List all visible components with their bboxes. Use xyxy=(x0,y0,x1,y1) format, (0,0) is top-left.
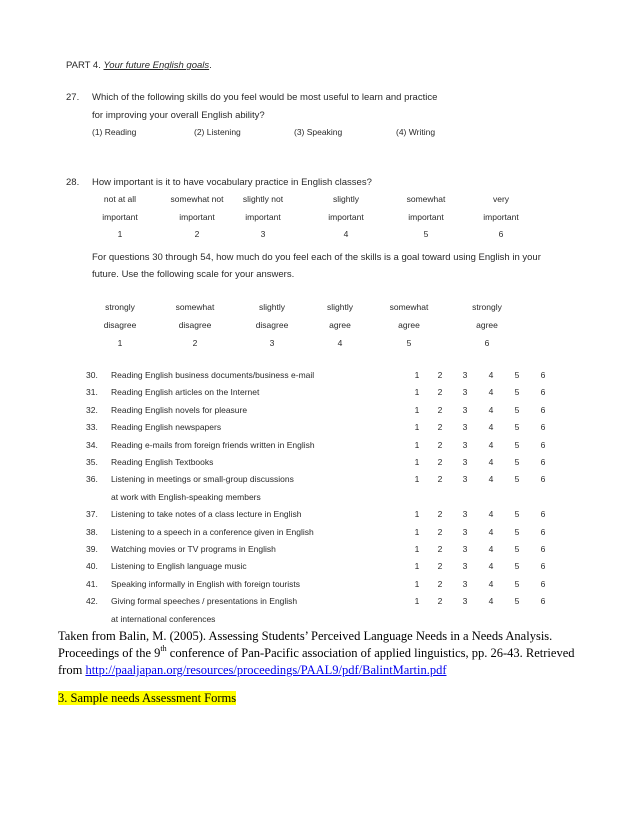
rating-option: 5 xyxy=(514,370,520,380)
item-text: Reading English Textbooks xyxy=(111,457,214,467)
rating-option: 1 xyxy=(414,526,420,537)
item-text: Reading e-mails from foreign friends written in English xyxy=(111,439,315,450)
rating-option: 3 xyxy=(462,509,468,520)
part-label: PART 4. xyxy=(66,60,101,71)
rating-option: 4 xyxy=(488,474,494,485)
rating-option: 5 xyxy=(514,544,520,554)
item-text: Listening in meetings or small-group discussions xyxy=(111,474,294,485)
rating-option: 5 xyxy=(514,596,520,607)
agree-scale-number: 6 xyxy=(484,338,490,348)
rating-option: 6 xyxy=(540,404,546,415)
rating-option: 2 xyxy=(437,526,443,537)
rating-option: 3 xyxy=(462,526,468,537)
rating-option: 5 xyxy=(514,422,520,433)
item-number: 33. xyxy=(86,422,98,433)
agree-scale-label: disagree xyxy=(103,320,137,330)
q28-number: 28. xyxy=(66,177,80,188)
item-text: Speaking informally in English with foreign tourists xyxy=(111,578,300,589)
part-title-text: Your future English goals xyxy=(103,60,210,71)
q27-option: (1) Reading xyxy=(92,127,137,137)
rating-option: 5 xyxy=(514,578,520,589)
rating-option: 3 xyxy=(462,544,468,554)
agree-scale-label: disagree xyxy=(178,320,212,330)
rating-option: 1 xyxy=(414,596,420,607)
item-text: Listening to English language music xyxy=(111,561,247,572)
instructions-line2: future. Use the following scale for your answers. xyxy=(92,269,295,280)
rating-option: 5 xyxy=(514,526,520,537)
rating-option: 1 xyxy=(414,422,420,433)
rating-option: 4 xyxy=(488,422,494,433)
q27-option: (3) Speaking xyxy=(294,127,343,137)
citation-link[interactable]: http://paaljapan.org/resources/proceedings/PAAL9/pdf/BalintMartin.pdf xyxy=(85,663,447,677)
agree-scale-label: somewhat xyxy=(175,302,215,312)
q28-scale-label: not at all xyxy=(103,194,137,204)
item-number: 38. xyxy=(86,526,98,537)
rating-option: 5 xyxy=(514,387,520,398)
item-text: Reading English articles on the Internet xyxy=(111,387,260,398)
rating-option: 2 xyxy=(437,578,443,589)
q28-scale-label: very xyxy=(492,194,510,204)
rating-option: 5 xyxy=(514,457,520,467)
citation-line2-post: conference of Pan-Pacific association of applied linguistics, pp. 26-43. Retrieved xyxy=(166,646,575,660)
item-text: Listening to take notes of a class lecture in English xyxy=(111,509,302,520)
rating-option: 6 xyxy=(540,439,546,450)
agree-scale-number: 1 xyxy=(117,338,123,348)
agree-scale-label: strongly xyxy=(472,302,502,312)
agree-scale-label: strongly xyxy=(105,302,135,312)
rating-option: 1 xyxy=(414,457,420,467)
rating-option: 3 xyxy=(462,422,468,433)
q28-scale-label: important xyxy=(179,212,215,222)
rating-option: 6 xyxy=(540,457,546,467)
rating-option: 1 xyxy=(414,439,420,450)
agree-scale-number: 3 xyxy=(269,338,275,348)
item-text: Reading English newspapers xyxy=(111,422,222,433)
item-number: 42. xyxy=(86,596,98,607)
q28-scale-number: 4 xyxy=(343,229,349,239)
citation-line1: Taken from Balin, M. (2005). Assessing Students’ Perceived Language Needs in a Needs Analysis. xyxy=(58,629,553,643)
q28-text: How important is it to have vocabulary practice in English classes? xyxy=(92,177,372,188)
rating-option: 6 xyxy=(540,474,546,485)
rating-option: 3 xyxy=(462,596,468,607)
agree-scale-label: slightly xyxy=(327,302,353,312)
item-text: Watching movies or TV programs in English xyxy=(111,544,276,554)
rating-option: 4 xyxy=(488,370,494,380)
q28-scale-label: somewhat not xyxy=(170,194,224,204)
rating-option: 4 xyxy=(488,544,494,554)
part-suffix: . xyxy=(209,60,212,71)
q27-option: (2) Listening xyxy=(194,127,241,137)
item-text-continued: at work with English-speaking members xyxy=(111,491,261,502)
agree-scale-label: disagree xyxy=(255,320,289,330)
agree-scale-label: agree xyxy=(398,320,420,330)
agree-scale-label: agree xyxy=(329,320,351,330)
rating-option: 2 xyxy=(437,509,443,520)
rating-option: 4 xyxy=(488,404,494,415)
citation-superscript: th xyxy=(160,644,167,653)
rating-option: 4 xyxy=(488,439,494,450)
rating-option: 5 xyxy=(514,509,520,520)
rating-option: 4 xyxy=(488,509,494,520)
section-heading-text: 3. Sample needs Assessment Forms xyxy=(58,691,237,705)
item-number: 30. xyxy=(86,370,98,380)
rating-option: 4 xyxy=(488,578,494,589)
q28-scale-label: important xyxy=(328,212,364,222)
item-number: 35. xyxy=(86,457,98,467)
q27-option: (4) Writing xyxy=(396,127,436,137)
rating-option: 3 xyxy=(462,404,468,415)
citation-line3 xyxy=(58,662,580,679)
item-number: 31. xyxy=(86,387,98,398)
q28-scale-number: 5 xyxy=(423,229,429,239)
item-text: Reading English novels for pleasure xyxy=(111,404,248,415)
rating-option: 1 xyxy=(414,544,420,554)
rating-option: 2 xyxy=(437,439,443,450)
rating-option: 3 xyxy=(462,439,468,450)
rating-option: 3 xyxy=(462,370,468,380)
item-text-continued: at international conferences xyxy=(111,613,216,624)
q28-scale-label: important xyxy=(245,212,281,222)
citation-line3-pre: from xyxy=(58,663,86,677)
rating-option: 4 xyxy=(488,561,494,572)
rating-option: 6 xyxy=(540,561,546,572)
agree-scale-number: 5 xyxy=(406,338,412,348)
q28-scale-label: somewhat xyxy=(406,194,446,204)
item-text: Giving formal speeches / presentations in English xyxy=(111,596,298,607)
agree-scale-label: agree xyxy=(476,320,498,330)
rating-option: 5 xyxy=(514,474,520,485)
item-number: 37. xyxy=(86,509,98,520)
q28-scale-number: 1 xyxy=(117,229,123,239)
rating-option: 4 xyxy=(488,457,494,467)
q28-scale-label: slightly not xyxy=(242,194,284,204)
rating-option: 2 xyxy=(437,387,443,398)
rating-option: 6 xyxy=(540,578,546,589)
item-number: 34. xyxy=(86,439,98,450)
item-number: 40. xyxy=(86,561,98,572)
rating-option: 6 xyxy=(540,526,546,537)
q27-number: 27. xyxy=(66,92,80,103)
q28-scale-label: important xyxy=(102,212,138,222)
rating-option: 3 xyxy=(462,561,468,572)
q28-scale-label: important xyxy=(483,212,519,222)
rating-option: 4 xyxy=(488,526,494,537)
q28-scale-label: slightly xyxy=(333,194,359,204)
item-number: 36. xyxy=(86,474,98,485)
rating-option: 6 xyxy=(540,596,546,607)
rating-option: 6 xyxy=(540,370,546,380)
rating-option: 2 xyxy=(437,596,443,607)
instructions-line1: For questions 30 through 54, how much do you feel each of the skills is a goal toward using English in your xyxy=(92,252,541,263)
rating-option: 2 xyxy=(437,474,443,485)
rating-option: 1 xyxy=(414,509,420,520)
q28-scale-label: important xyxy=(408,212,444,222)
rating-option: 1 xyxy=(414,578,420,589)
item-text: Reading English business documents/business e-mail xyxy=(111,370,315,380)
rating-option: 2 xyxy=(437,561,443,572)
rating-option: 4 xyxy=(488,387,494,398)
item-text: Listening to a speech in a conference given in English xyxy=(111,526,314,537)
citation-line2 xyxy=(58,645,580,662)
agree-scale-label: slightly xyxy=(259,302,285,312)
rating-option: 2 xyxy=(437,457,443,467)
q27-line2: for improving your overall English ability? xyxy=(92,110,265,121)
rating-option: 1 xyxy=(414,370,420,380)
agree-scale-number: 4 xyxy=(337,338,343,348)
rating-option: 2 xyxy=(437,404,443,415)
rating-option: 6 xyxy=(540,544,546,554)
item-number: 39. xyxy=(86,544,98,554)
rating-option: 6 xyxy=(540,422,546,433)
citation xyxy=(58,628,580,679)
rating-option: 5 xyxy=(514,404,520,415)
q27-line1: Which of the following skills do you feel would be most useful to learn and practice xyxy=(92,92,438,103)
rating-option: 2 xyxy=(437,544,443,554)
section-heading xyxy=(58,690,580,707)
rating-option: 3 xyxy=(462,457,468,467)
rating-option: 3 xyxy=(462,474,468,485)
agree-scale-label: somewhat xyxy=(389,302,429,312)
rating-option: 1 xyxy=(414,561,420,572)
rating-option: 6 xyxy=(540,509,546,520)
q28-scale-number: 2 xyxy=(194,229,200,239)
agree-scale-number: 2 xyxy=(192,338,198,348)
rating-option: 2 xyxy=(437,370,443,380)
rating-option: 3 xyxy=(462,578,468,589)
rating-option: 5 xyxy=(514,439,520,450)
item-number: 32. xyxy=(86,404,98,415)
rating-option: 5 xyxy=(514,561,520,572)
rating-option: 2 xyxy=(437,422,443,433)
rating-option: 3 xyxy=(462,387,468,398)
rating-option: 6 xyxy=(540,387,546,398)
rating-option: 1 xyxy=(414,474,420,485)
rating-option: 4 xyxy=(488,596,494,607)
citation-line2-pre: Proceedings of the 9 xyxy=(58,646,161,660)
rating-option: 1 xyxy=(414,387,420,398)
part-title xyxy=(66,60,212,71)
rating-option: 1 xyxy=(414,404,420,415)
item-number: 41. xyxy=(86,578,98,589)
q28-scale-number: 3 xyxy=(260,229,266,239)
q28-scale-number: 6 xyxy=(498,229,504,239)
